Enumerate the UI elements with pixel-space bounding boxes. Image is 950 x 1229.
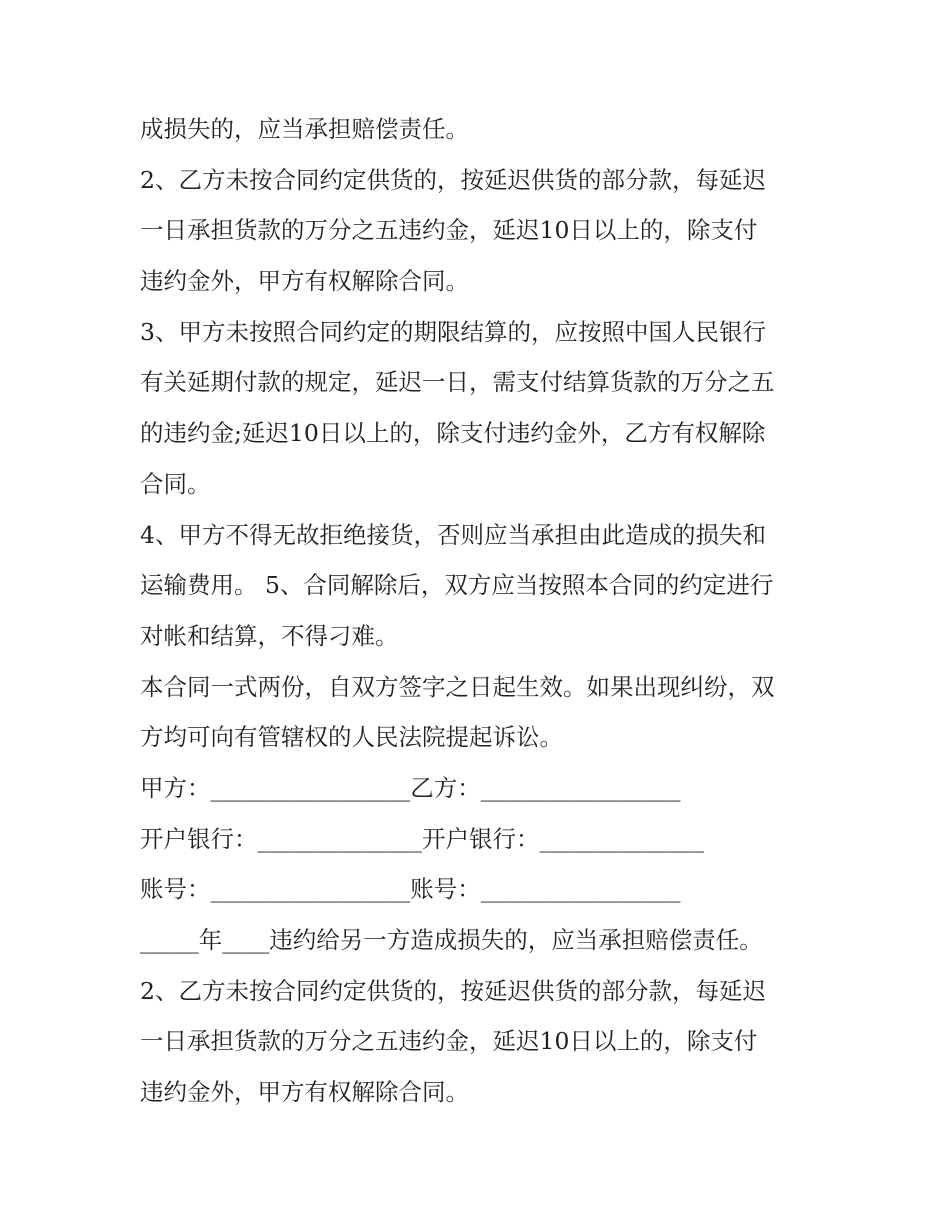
text-line: 3、甲方未按照合同约定的期限结算的，应按照中国人民银行 <box>140 317 766 346</box>
party-signature-line: 甲方：_________________乙方：_________________ <box>140 773 681 802</box>
bank-account-line: 开户银行：______________开户银行：______________ <box>140 824 704 853</box>
text-line: 方均可向有管辖权的人民法院提起诉讼。 <box>140 723 563 752</box>
text-line: 的违约金;延迟10日以上的，除支付违约金外，乙方有权解除 <box>140 419 766 448</box>
text-line: 运输费用。 5、合同解除后，双方应当按照本合同的约定进行 <box>140 571 774 600</box>
text-line: 违约金外，甲方有权解除合同。 <box>140 1078 469 1107</box>
text-line: 4、甲方不得无故拒绝接货，否则应当承担由此造成的损失和 <box>140 520 766 549</box>
account-number-line: 账号：_________________账号：_________________ <box>140 875 681 904</box>
text-line: 合同。 <box>140 469 211 498</box>
text-line: 2、乙方未按合同约定供货的，按延迟供货的部分款，每延迟 <box>140 976 766 1005</box>
text-line: 对帐和结算，不得刁难。 <box>140 621 399 650</box>
text-line: 成损失的，应当承担赔偿责任。 <box>140 115 469 143</box>
text-line: 一日承担货款的万分之五违约金，延迟10日以上的，除支付 <box>140 1027 758 1056</box>
contract-text <box>140 104 820 1118</box>
text-line: 有关延期付款的规定，延迟一日，需支付结算货款的万分之五 <box>140 368 775 397</box>
text-line: 违约金外，甲方有权解除合同。 <box>140 267 469 296</box>
text-line: _____年____违约给另一方造成损失的，应当承担赔偿责任。 <box>140 926 763 954</box>
text-line: 2、乙方未按合同约定供货的，按延迟供货的部分款，每延迟 <box>140 165 766 194</box>
text-line: 本合同一式两份，自双方签字之日起生效。如果出现纠纷，双 <box>140 672 775 701</box>
text-line: 一日承担货款的万分之五违约金，延迟10日以上的，除支付 <box>140 216 758 245</box>
